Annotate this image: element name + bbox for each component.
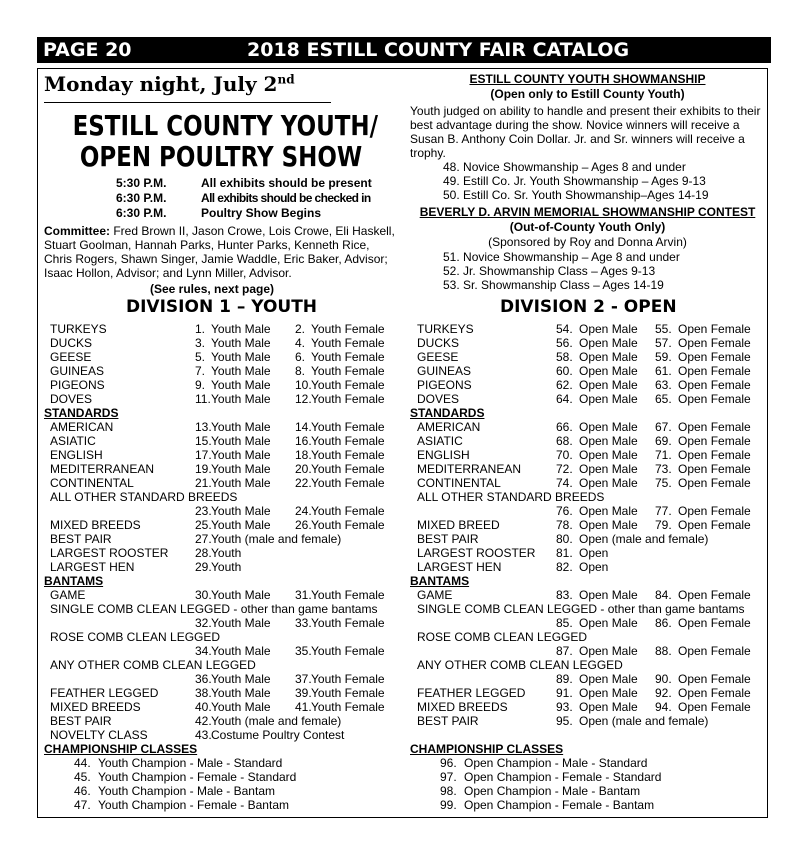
committee-label: Committee: bbox=[44, 224, 111, 238]
class-number: 40. bbox=[195, 700, 212, 714]
class-number: 32. bbox=[195, 616, 212, 630]
event-date bbox=[44, 72, 295, 96]
class-entry: Youth Male bbox=[211, 322, 271, 336]
class-entry: Open (male and female) bbox=[579, 714, 709, 728]
showmanship-title: ESTILL COUNTY YOUTH SHOWMANSHIP bbox=[469, 72, 706, 86]
class-entry: Youth Male bbox=[211, 518, 271, 532]
class-number: 12. bbox=[295, 392, 312, 406]
class-entry: Open Female bbox=[678, 392, 751, 406]
section-heading: CHAMPIONSHIP CLASSES bbox=[44, 742, 198, 756]
class-number: 41. bbox=[295, 700, 312, 714]
class-category: FEATHER LEGGED bbox=[50, 686, 159, 700]
class-number: 79. bbox=[655, 518, 672, 532]
class-entry: Youth Female bbox=[311, 378, 385, 392]
class-number: 77. bbox=[655, 504, 672, 518]
class-number: 82. bbox=[556, 560, 573, 574]
class-entry: Youth Female bbox=[311, 350, 385, 364]
class-category: MIXED BREED bbox=[417, 518, 500, 532]
class-category: CONTINENTAL bbox=[417, 476, 501, 490]
class-entry: Youth Female bbox=[311, 448, 385, 462]
class-entry: Youth Female bbox=[311, 364, 385, 378]
class-category: AMERICAN bbox=[417, 420, 481, 434]
division-1-heading: DIVISION 1 – YOUTH bbox=[126, 297, 318, 317]
item-text: Sr. Showmanship Class – Ages 14-19 bbox=[463, 278, 664, 292]
class-entry: Open Male bbox=[579, 434, 638, 448]
class-entry: Open Female bbox=[678, 686, 751, 700]
class-number: 64. bbox=[556, 392, 573, 406]
class-number: 74. bbox=[556, 476, 573, 490]
item-text: Jr. Showmanship Class – Ages 9-13 bbox=[463, 264, 656, 278]
class-entry: Open Female bbox=[678, 672, 751, 686]
class-entry: Open Male bbox=[579, 700, 638, 714]
class-entry: Open Female bbox=[678, 434, 751, 448]
class-category: LARGEST HEN bbox=[50, 560, 135, 574]
class-category: MEDITERRANEAN bbox=[50, 462, 155, 476]
class-entry: Youth Female bbox=[311, 462, 385, 476]
class-entry: Youth Male bbox=[211, 336, 271, 350]
item-number: 53. bbox=[443, 278, 460, 292]
class-entry: Youth Male bbox=[211, 476, 271, 490]
class-entry: Open Male bbox=[579, 672, 638, 686]
class-number: 89. bbox=[556, 672, 573, 686]
class-number: 86. bbox=[655, 616, 672, 630]
class-category: FEATHER LEGGED bbox=[417, 686, 526, 700]
class-entry: Open Female bbox=[678, 616, 751, 630]
class-number: 16. bbox=[295, 434, 312, 448]
class-category: PIGEONS bbox=[50, 378, 105, 392]
arvin-sponsor: (Sponsored by Roy and Donna Arvin) bbox=[488, 235, 687, 249]
class-number: 26. bbox=[295, 518, 312, 532]
class-number: 71. bbox=[655, 448, 672, 462]
class-number: 84. bbox=[655, 588, 672, 602]
championship-class: Open Champion - Female - Standard bbox=[464, 770, 662, 784]
class-number: 57. bbox=[655, 336, 672, 350]
class-number: 42. bbox=[195, 714, 212, 728]
class-entry: Youth Male bbox=[211, 462, 271, 476]
class-category: BEST PAIR bbox=[417, 714, 479, 728]
championship-number: 96. bbox=[440, 756, 457, 770]
class-number: 22. bbox=[295, 476, 312, 490]
class-number: 73. bbox=[655, 462, 672, 476]
class-entry: Open Female bbox=[678, 644, 751, 658]
date-underline bbox=[44, 102, 331, 103]
class-category: BEST PAIR bbox=[50, 714, 112, 728]
class-category: ROSE COMB CLEAN LEGGED bbox=[417, 630, 588, 644]
class-entry: Open Male bbox=[579, 644, 638, 658]
class-number: 3. bbox=[195, 336, 206, 350]
class-entry: Open Female bbox=[678, 462, 751, 476]
class-entry: Youth Male bbox=[211, 420, 271, 434]
schedule-time: 6:30 P.M. bbox=[116, 191, 167, 205]
class-number: 20. bbox=[295, 462, 312, 476]
class-number: 87. bbox=[556, 644, 573, 658]
schedule-time: 6:30 P.M. bbox=[116, 206, 167, 220]
item-text: Novice Showmanship – Ages 8 and under bbox=[463, 160, 686, 174]
class-entry: Open Female bbox=[678, 336, 751, 350]
class-category: GEESE bbox=[50, 350, 92, 364]
arvin-item bbox=[443, 250, 680, 264]
class-entry: Youth Female bbox=[311, 434, 385, 448]
championship-class: Open Champion - Female - Bantam bbox=[464, 798, 655, 812]
class-number: 66. bbox=[556, 420, 573, 434]
class-number: 28. bbox=[195, 546, 212, 560]
arvin-item bbox=[443, 278, 664, 292]
class-entry: Open Male bbox=[579, 378, 638, 392]
class-number: 36. bbox=[195, 672, 212, 686]
class-number: 60. bbox=[556, 364, 573, 378]
class-entry: Open Male bbox=[579, 364, 638, 378]
catalog-title: 2018 ESTILL COUNTY FAIR CATALOG bbox=[247, 39, 630, 61]
event-date-text: Monday night, July 2 bbox=[44, 72, 278, 96]
class-entry: Open Male bbox=[579, 336, 638, 350]
class-number: 67. bbox=[655, 420, 672, 434]
class-number: 5. bbox=[195, 350, 206, 364]
section-heading: CHAMPIONSHIP CLASSES bbox=[410, 742, 564, 756]
committee-members: Fred Brown II, Jason Crowe, Lois Crowe, Eli Haskell, Stuart Goolman, Hannah Parks, Hunter Parks, Kenneth Rice, Chris Rogers, Shawn Singer, Jamie Waddle, Eric Baker, Advisor; Isaac Hollon, Advisor; and Lynn Miller, Advisor. bbox=[44, 224, 395, 280]
schedule-text: All exhibits should be present bbox=[201, 176, 372, 190]
class-entry: Open Male bbox=[579, 588, 638, 602]
item-number: 51. bbox=[443, 250, 460, 264]
class-category: GEESE bbox=[417, 350, 459, 364]
class-number: 76. bbox=[556, 504, 573, 518]
class-entry: Open Male bbox=[579, 350, 638, 364]
class-entry: Costume Poultry Contest bbox=[211, 728, 345, 742]
class-category: ALL OTHER STANDARD BREEDS bbox=[417, 490, 605, 504]
championship-number: 44. bbox=[74, 756, 91, 770]
class-number: 59. bbox=[655, 350, 672, 364]
showmanship-item bbox=[443, 174, 706, 188]
class-entry: Youth Female bbox=[311, 336, 385, 350]
class-number: 35. bbox=[295, 644, 312, 658]
class-number: 13. bbox=[195, 420, 212, 434]
class-entry: Youth Male bbox=[211, 350, 271, 364]
class-category: BEST PAIR bbox=[417, 532, 479, 546]
class-entry: Open Female bbox=[678, 504, 751, 518]
page-header-bar bbox=[37, 37, 771, 63]
class-number: 43. bbox=[195, 728, 212, 742]
class-entry: Youth Female bbox=[311, 322, 385, 336]
class-number: 7. bbox=[195, 364, 206, 378]
class-category: AMERICAN bbox=[50, 420, 114, 434]
class-entry: Open bbox=[579, 560, 609, 574]
championship-number: 97. bbox=[440, 770, 457, 784]
item-text: Novice Showmanship – Age 8 and under bbox=[463, 250, 680, 264]
class-category: LARGEST ROOSTER bbox=[50, 546, 169, 560]
arvin-item bbox=[443, 264, 655, 278]
class-number: 25. bbox=[195, 518, 212, 532]
page-number: PAGE 20 bbox=[43, 39, 132, 61]
class-number: 37. bbox=[295, 672, 312, 686]
class-category: ANY OTHER COMB CLEAN LEGGED bbox=[50, 658, 256, 672]
item-text: Estill Co. Sr. Youth Showmanship–Ages 14-19 bbox=[463, 188, 709, 202]
class-category: ENGLISH bbox=[50, 448, 103, 462]
class-number: 58. bbox=[556, 350, 573, 364]
championship-class: Youth Champion - Male - Bantam bbox=[98, 784, 275, 798]
class-entry: Youth Male bbox=[211, 700, 271, 714]
item-text: Estill Co. Jr. Youth Showmanship – Ages 9-13 bbox=[463, 174, 706, 188]
class-number: 6. bbox=[295, 350, 306, 364]
class-entry: Youth Female bbox=[311, 588, 385, 602]
class-entry: Open Male bbox=[579, 392, 638, 406]
item-number: 49. bbox=[443, 174, 460, 188]
class-category: PIGEONS bbox=[417, 378, 472, 392]
show-title-line-1: ESTILL COUNTY YOUTH/ bbox=[72, 109, 379, 142]
item-number: 52. bbox=[443, 264, 460, 278]
class-entry: Open Male bbox=[579, 462, 638, 476]
show-title bbox=[72, 109, 379, 173]
class-number: 94. bbox=[655, 700, 672, 714]
section-heading: BANTAMS bbox=[410, 574, 470, 588]
class-number: 62. bbox=[556, 378, 573, 392]
class-category: ENGLISH bbox=[417, 448, 470, 462]
class-entry: Youth Female bbox=[311, 672, 385, 686]
class-entry: Open Female bbox=[678, 364, 751, 378]
championship-number: 98. bbox=[440, 784, 457, 798]
class-entry: Youth Male bbox=[211, 616, 271, 630]
class-entry: Open Female bbox=[678, 518, 751, 532]
class-number: 21. bbox=[195, 476, 212, 490]
championship-class: Youth Champion - Female - Bantam bbox=[98, 798, 289, 812]
championship-number: 45. bbox=[74, 770, 91, 784]
class-category: SINGLE COMB CLEAN LEGGED - other than game bantams bbox=[50, 602, 378, 616]
class-category: TURKEYS bbox=[50, 322, 107, 336]
class-category: MIXED BREEDS bbox=[50, 700, 141, 714]
class-entry: Youth Female bbox=[311, 616, 385, 630]
class-entry: Open Male bbox=[579, 616, 638, 630]
class-entry: Open bbox=[579, 546, 609, 560]
class-entry: Youth Male bbox=[211, 644, 271, 658]
class-number: 27. bbox=[195, 532, 212, 546]
class-number: 17. bbox=[195, 448, 212, 462]
class-entry: Youth Male bbox=[211, 448, 271, 462]
class-entry: Youth bbox=[211, 560, 242, 574]
item-number: 48. bbox=[443, 160, 460, 174]
class-number: 92. bbox=[655, 686, 672, 700]
class-number: 19. bbox=[195, 462, 212, 476]
class-number: 75. bbox=[655, 476, 672, 490]
class-number: 1. bbox=[195, 322, 206, 336]
class-entry: Youth Male bbox=[211, 392, 271, 406]
class-number: 14. bbox=[295, 420, 312, 434]
division-2-heading: DIVISION 2 - OPEN bbox=[500, 297, 677, 317]
class-entry: Youth Female bbox=[311, 700, 385, 714]
class-category: CONTINENTAL bbox=[50, 476, 134, 490]
class-number: 68. bbox=[556, 434, 573, 448]
class-category: GAME bbox=[50, 588, 86, 602]
class-number: 72. bbox=[556, 462, 573, 476]
class-number: 54. bbox=[556, 322, 573, 336]
arvin-contest-subtitle: (Out-of-County Youth Only) bbox=[509, 220, 666, 234]
item-number: 50. bbox=[443, 188, 460, 202]
see-rules-note: (See rules, next page) bbox=[150, 282, 275, 296]
class-number: 55. bbox=[655, 322, 672, 336]
class-entry: Youth Female bbox=[311, 504, 385, 518]
class-entry: Open Female bbox=[678, 448, 751, 462]
class-category: GUINEAS bbox=[50, 364, 105, 378]
show-title-line-2: OPEN POULTRY SHOW bbox=[79, 140, 363, 173]
championship-class: Youth Champion - Female - Standard bbox=[98, 770, 297, 784]
class-number: 39. bbox=[295, 686, 312, 700]
class-number: 83. bbox=[556, 588, 573, 602]
championship-class: Youth Champion - Male - Standard bbox=[98, 756, 283, 770]
class-category: TURKEYS bbox=[417, 322, 474, 336]
class-number: 23. bbox=[195, 504, 212, 518]
class-category: MEDITERRANEAN bbox=[417, 462, 522, 476]
class-entry: Youth (male and female) bbox=[211, 532, 342, 546]
class-entry: Open Female bbox=[678, 350, 751, 364]
class-entry: Youth Female bbox=[311, 518, 385, 532]
class-entry: Youth Female bbox=[311, 644, 385, 658]
class-category: DUCKS bbox=[50, 336, 93, 350]
class-number: 18. bbox=[295, 448, 312, 462]
class-entry: Open Male bbox=[579, 420, 638, 434]
class-entry: Youth (male and female) bbox=[211, 714, 342, 728]
class-category: ALL OTHER STANDARD BREEDS bbox=[50, 490, 238, 504]
class-number: 15. bbox=[195, 434, 212, 448]
class-category: ANY OTHER COMB CLEAN LEGGED bbox=[417, 658, 623, 672]
class-category: NOVELTY CLASS bbox=[50, 728, 148, 742]
schedule-text: Poultry Show Begins bbox=[201, 206, 322, 220]
class-number: 11. bbox=[195, 392, 211, 406]
championship-class: Open Champion - Male - Standard bbox=[464, 756, 648, 770]
schedule-time: 5:30 P.M. bbox=[116, 176, 167, 190]
class-entry: Open (male and female) bbox=[579, 532, 709, 546]
class-number: 70. bbox=[556, 448, 573, 462]
section-heading: STANDARDS bbox=[410, 406, 485, 420]
section-heading: STANDARDS bbox=[44, 406, 119, 420]
class-category: ASIATIC bbox=[50, 434, 96, 448]
class-entry: Youth Female bbox=[311, 686, 385, 700]
class-category: DOVES bbox=[50, 392, 93, 406]
class-number: 88. bbox=[655, 644, 672, 658]
class-entry: Youth Female bbox=[311, 420, 385, 434]
arvin-contest-title: BEVERLY D. ARVIN MEMORIAL SHOWMANSHIP CONTEST bbox=[419, 205, 756, 219]
class-number: 8. bbox=[295, 364, 306, 378]
class-category: SINGLE COMB CLEAN LEGGED - other than game bantams bbox=[417, 602, 745, 616]
class-entry: Youth Female bbox=[311, 476, 385, 490]
class-number: 29. bbox=[195, 560, 212, 574]
schedule-text: All exhibits should be checked in bbox=[201, 191, 371, 205]
class-entry: Youth Female bbox=[311, 392, 385, 406]
class-entry: Open Female bbox=[678, 700, 751, 714]
class-number: 81. bbox=[556, 546, 573, 560]
class-category: MIXED BREEDS bbox=[50, 518, 141, 532]
class-number: 2. bbox=[295, 322, 306, 336]
class-number: 38. bbox=[195, 686, 212, 700]
class-number: 30. bbox=[195, 588, 212, 602]
class-entry: Youth Male bbox=[211, 588, 271, 602]
class-number: 85. bbox=[556, 616, 573, 630]
class-entry: Youth Male bbox=[211, 672, 271, 686]
class-entry: Youth bbox=[211, 546, 242, 560]
class-category: BEST PAIR bbox=[50, 532, 112, 546]
showmanship-item bbox=[443, 188, 709, 202]
class-number: 90. bbox=[655, 672, 672, 686]
championship-number: 47. bbox=[74, 798, 91, 812]
class-entry: Youth Male bbox=[211, 504, 271, 518]
class-entry: Open Male bbox=[579, 686, 638, 700]
class-category: GAME bbox=[417, 588, 453, 602]
class-entry: Open Female bbox=[678, 420, 751, 434]
class-number: 69. bbox=[655, 434, 672, 448]
class-entry: Open Male bbox=[579, 504, 638, 518]
class-number: 61. bbox=[655, 364, 672, 378]
class-entry: Open Male bbox=[579, 476, 638, 490]
class-number: 63. bbox=[655, 378, 672, 392]
class-number: 33. bbox=[295, 616, 312, 630]
class-number: 4. bbox=[295, 336, 306, 350]
section-heading: BANTAMS bbox=[44, 574, 104, 588]
class-entry: Youth Male bbox=[211, 434, 271, 448]
class-entry: Open Female bbox=[678, 322, 751, 336]
showmanship-item bbox=[443, 160, 686, 174]
class-category: GUINEAS bbox=[417, 364, 472, 378]
class-category: DOVES bbox=[417, 392, 460, 406]
championship-class: Open Champion - Male - Bantam bbox=[464, 784, 641, 798]
class-number: 9. bbox=[195, 378, 206, 392]
class-category: LARGEST ROOSTER bbox=[417, 546, 536, 560]
class-number: 80. bbox=[556, 532, 573, 546]
class-category: ROSE COMB CLEAN LEGGED bbox=[50, 630, 221, 644]
class-entry: Open Female bbox=[678, 588, 751, 602]
class-entry: Open Male bbox=[579, 518, 638, 532]
class-category: DUCKS bbox=[417, 336, 460, 350]
class-number: 65. bbox=[655, 392, 672, 406]
class-entry: Open Male bbox=[579, 322, 638, 336]
class-number: 34. bbox=[195, 644, 212, 658]
class-entry: Open Female bbox=[678, 476, 751, 490]
championship-number: 46. bbox=[74, 784, 91, 798]
event-date-suffix: nd bbox=[277, 72, 295, 87]
class-number: 93. bbox=[556, 700, 573, 714]
class-entry: Open Female bbox=[678, 378, 751, 392]
showmanship-description: Youth judged on ability to handle and present their exhibits to their best advantage during the show. Novice winners will receive a Susan B. Anthony Coin Dollar. Jr. and Sr. winners will receive a trophy. bbox=[410, 104, 761, 160]
showmanship-subtitle: (Open only to Estill County Youth) bbox=[490, 87, 685, 101]
class-category: LARGEST HEN bbox=[417, 560, 502, 574]
championship-number: 99. bbox=[440, 798, 457, 812]
class-entry: Youth Male bbox=[211, 686, 271, 700]
class-number: 95. bbox=[556, 714, 573, 728]
class-category: ASIATIC bbox=[417, 434, 463, 448]
class-number: 24. bbox=[295, 504, 312, 518]
class-number: 91. bbox=[556, 686, 573, 700]
class-entry: Open Male bbox=[579, 448, 638, 462]
class-category: MIXED BREEDS bbox=[417, 700, 508, 714]
class-number: 10. bbox=[295, 378, 312, 392]
class-number: 56. bbox=[556, 336, 573, 350]
class-entry: Youth Male bbox=[211, 364, 271, 378]
class-number: 78. bbox=[556, 518, 573, 532]
class-entry: Youth Male bbox=[211, 378, 271, 392]
committee-paragraph bbox=[44, 224, 399, 280]
class-number: 31. bbox=[295, 588, 312, 602]
